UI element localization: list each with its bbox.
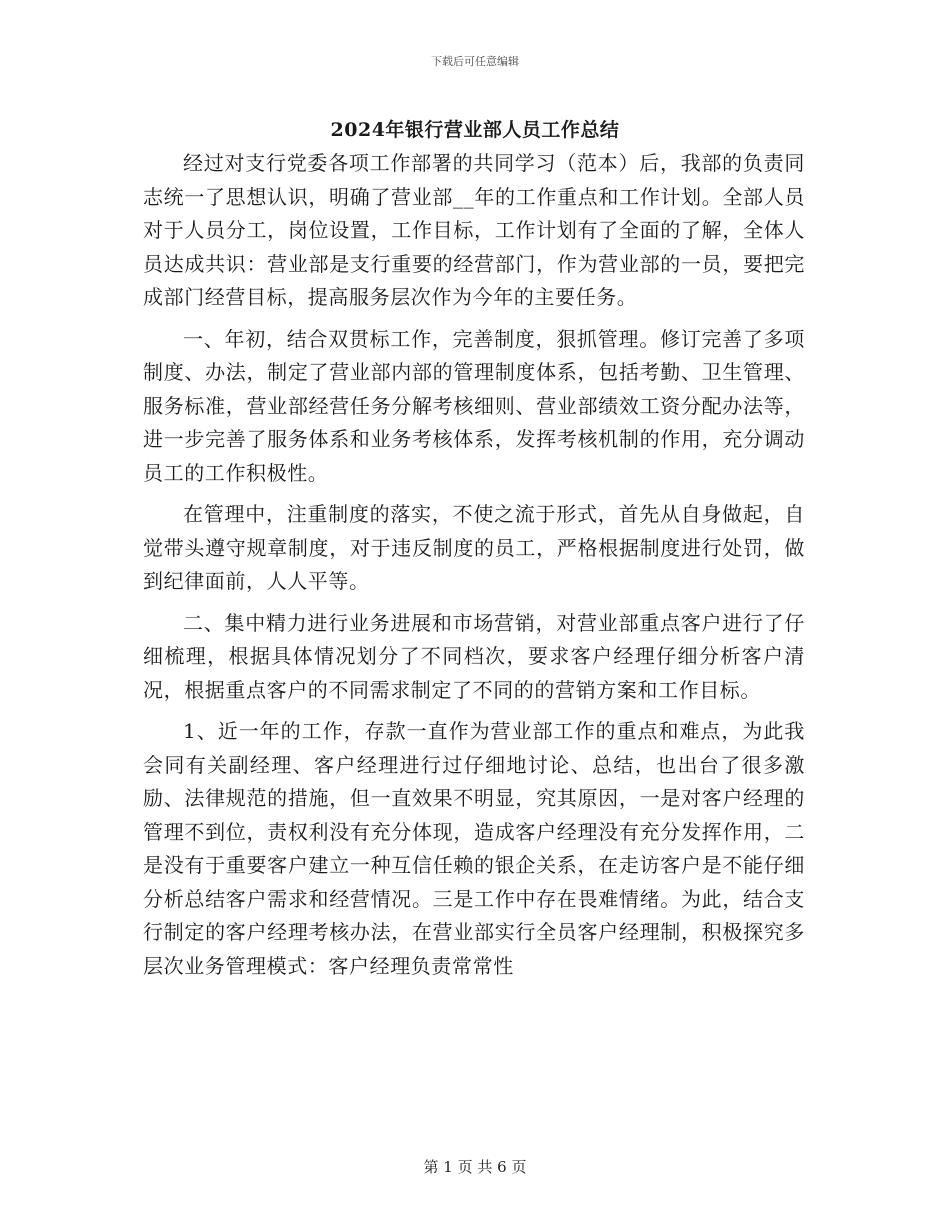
page-number-footer: 第 1 页 共 6 页 [423,1158,527,1176]
paragraph-intro: 经过对支行党委各项工作部署的共同学习（范本）后，我部的负责同志统一了思想认识，明确了营业部__年的工作重点和工作计划。全部人员对于人员分工，岗位设置，工作目标，工作计划有了全面的了解，全体人员达成共识：营业部是支行重要的经营部门，作为营业部的一员，要把完成部门经营目标，提高服务层次作为今年的主要任务。 [143,151,805,309]
paragraph-management: 在管理中，注重制度的落实，不使之流于形式，首先从自身做起，自觉带头遵守规章制度，对于违反制度的员工，严格根据制度进行处罚，做到纪律面前，人人平等。 [143,502,805,593]
document-title: 2024年银行营业部人员工作总结 [330,119,620,141]
paragraph-section-2: 二、集中精力进行业务进展和市场营销，对营业部重点客户进行了仔细梳理，根据具体情况划分了不同档次，要求客户经理仔细分析客户清况，根据重点客户的不同需求制定了不同的的营销方案和工作目标。 [143,610,805,702]
paragraph-section-1: 一、年初，结合双贯标工作，完善制度，狠抓管理。修订完善了多项制度、办法，制定了营业部内部的管理制度体系，包括考勤、卫生管理、服务标准，营业部经营任务分解考核细则、营业部绩效工资分配办法等，进一步完善了服务体系和业务考核体系，发挥考核机制的作用，充分调动员工的工作积极性。 [143,326,805,485]
document-body [143,147,805,983]
page-header-note: 下载后可任意编辑 [431,55,519,68]
paragraph-deposits: 1、近一年的工作，存款一直作为营业部工作的重点和难点，为此我会同有关副经理、客户经理进行过仔细地讨论、总结，也出台了很多激励、法律规范的措施，但一直效果不明显，究其原因，一是对客户经理的管理不到位，责权利没有充分体现，造成客户经理没有充分发挥作用，二是没有于重要客户建立一种互信任赖的银企关系，在走访客户是不能仔细分析总结客户需求和经营情况。三是工作中存在畏难情绪。为此，结合支行制定的客户经理考核办法，在营业部实行全员客户经理制，积极探究多层次业务管理模式：客户经理负责常常性 [143,719,805,978]
